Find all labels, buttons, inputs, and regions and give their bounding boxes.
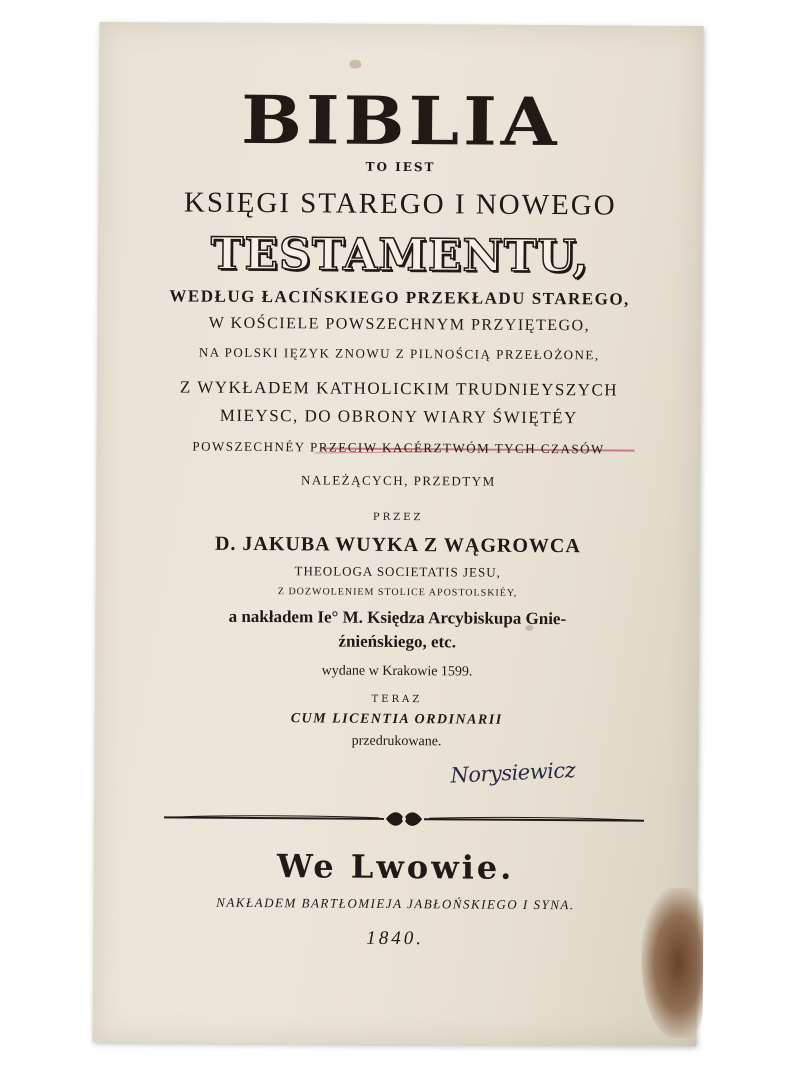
description-line-1: WEDŁUG ŁACIŃSKIEGO PRZEKŁADU STAREGO,	[169, 286, 630, 309]
patron-line-2: źnieńskiego, etc.	[338, 631, 457, 652]
handwritten-signature: Norysiewicz	[449, 757, 576, 788]
subtitle-to-iest: TO IEST	[365, 159, 436, 175]
teraz-label: TERAZ	[371, 693, 423, 706]
book-title: BIBLIA	[240, 80, 561, 161]
publication-year: 1840.	[366, 927, 425, 950]
przez-label: PRZEZ	[372, 511, 424, 524]
permission-line: Z DOZWOLENIEM STOLICE APOSTOLSKIÉY,	[277, 586, 518, 599]
decorative-rule-icon	[164, 806, 644, 831]
paper-spot	[349, 60, 361, 69]
reprinted-line: przedrukowane.	[351, 733, 442, 750]
description-line-7: NALEŻĄCYCH, PRZEDTYM	[300, 472, 496, 489]
subtitle-testamentu: TESTAMENTU,	[210, 228, 590, 283]
description-line-5: MIEYSC, DO OBRONY WIARY ŚWIĘTÉY	[219, 405, 578, 428]
description-line-2: W KOŚCIELE POWSZECHNYM PRZYIĘTEGO,	[208, 314, 591, 335]
original-edition-line: wydane w Krakowie 1599.	[321, 663, 473, 680]
author-affiliation: THEOLOGA SOCIETATIS JESU,	[294, 563, 501, 580]
patron-line-1: a nakładem Ie° M. Księdza Arcybiskupa Gnie-	[228, 606, 567, 629]
author-name: D. JAKUBA WUYKA Z WĄGROWCA	[214, 532, 581, 558]
description-line-6: POWSZECHNÉY PRZECIW KACÉRZTWÓM TYCH CZASÓW	[192, 438, 605, 457]
subtitle-ksiegi: KSIĘGI STAREGO I NOWEGO	[183, 186, 617, 222]
description-line-4: Z WYKŁADEM KATHOLICKIM TRUDNIEYSZYCH	[179, 377, 619, 400]
description-line-3: NA POLSKI IĘZYK ZNOWU Z PILNOŚCIĄ PRZEŁOŻONE,	[198, 344, 600, 363]
title-page	[92, 22, 703, 1046]
place-of-publication: We Lwowie.	[276, 847, 515, 887]
publisher-line: NAKŁADEM BARTŁOMIEJA JABŁOŃSKIEGO I SYNA.	[216, 894, 575, 913]
license-line: CUM LICENTIA ORDINARII	[290, 711, 503, 728]
